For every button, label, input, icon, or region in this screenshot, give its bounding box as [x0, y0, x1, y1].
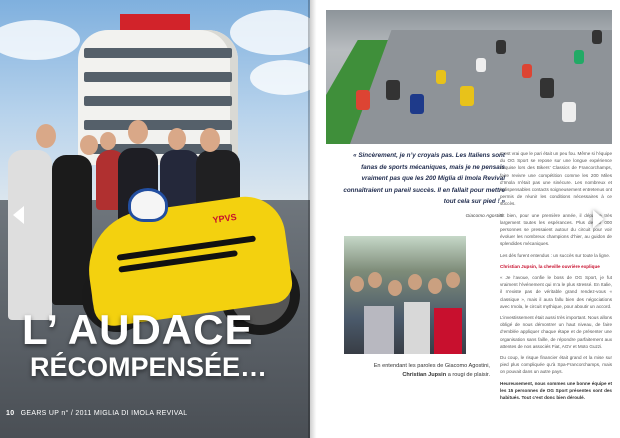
paragraph: Les dés furent entendus : un succès sur toute la ligne.	[500, 252, 611, 258]
rider	[460, 86, 474, 106]
rider	[562, 102, 576, 122]
tower-window-band	[84, 72, 232, 82]
rider	[574, 50, 584, 64]
magazine-name: GEARS UP	[20, 410, 60, 417]
helmet	[128, 188, 168, 222]
issue-number: n° / 2011	[61, 410, 92, 417]
caption-text-end: a rougi de plaisir.	[447, 372, 490, 378]
subheading: Christian Jupsin, la cheville ouvrière explique	[500, 263, 600, 269]
rider	[356, 90, 370, 110]
crowd-person	[368, 272, 382, 288]
person-head	[100, 132, 116, 150]
bike-decal: YPVS	[212, 211, 238, 226]
paragraph: Et bien, pour une première année, il dépasse très largement toutes les espérances. Plus de 50 000 personnes se pressaient autour du circuit pour voir évoluer les nombreux champions d’hier, au guidon de splendides mécaniques.	[500, 212, 612, 247]
right-page	[318, 0, 620, 438]
podium-crowd-photo	[344, 236, 466, 354]
paragraph: L’investissement était aussi très important. Nous allons obligé de nous démontrer un haut niveau, de faire d’emblée appliquer chaque étape et de présenter une organisation sans faille, de répondre parfaitement aux attentes de nos associés Fiat, AGV et Moto Guzzi.	[500, 315, 612, 349]
crowd-person	[388, 280, 402, 296]
caption-name: Christian Jupsin	[402, 372, 447, 378]
person-white-shirt	[404, 302, 430, 354]
person-grey-shirt	[364, 306, 394, 354]
body-column	[500, 150, 612, 405]
rider	[496, 40, 506, 54]
pull-quote: « Sincèrement, je n’y croyais pas. Les Italiens sont fanas de sports mécaniques, mais je ne pensais vraiment pas que les 200 Miglia di Imola Revival connaîtraient un pareil succès. Il en fallait pour mettre tout cela sur pied ! »	[343, 152, 505, 205]
person-head	[80, 135, 98, 155]
closing-paragraph: Heureusement, nous sommes une bonne équipe et les 15 personnes de OG Sport présentes sont des habitués. Tout c’est donc bien déroulé.	[500, 380, 612, 401]
person-head	[168, 128, 186, 150]
section-name: MIGLIA DI IMOLA REVIVAL	[93, 410, 188, 417]
rider	[436, 70, 446, 84]
rider	[386, 80, 400, 100]
race-start-photo	[326, 10, 612, 144]
tower-window-band	[84, 96, 232, 106]
paragraph: C’est vrai que le pari était un peu fou. Même si l’équipe du OG Sport se repose sur une longue expérience acquise lors des Bikers’ Classics de Francorchamps, faire revivre une compétition comme les 200 Miles d’Imola n’était pas une sinécure. Les nombreux et indispensables contacts soigneusement entretenus ont permis de réunir les conditions nécessaires à ce succès.	[500, 151, 612, 207]
rider	[540, 78, 554, 98]
crowd-person	[408, 274, 422, 290]
crowd-person	[446, 272, 460, 288]
rider	[476, 58, 486, 72]
cloud	[0, 20, 80, 60]
crowd-person	[350, 276, 364, 292]
headline-line2: RÉCOMPENSÉE…	[30, 352, 268, 382]
page-number: 10	[6, 410, 15, 417]
paragraph: « Je l’avoue, confie le boss de OG Sport, je fut vraiment l’événement qui m’a le plus stressé. En Italie, il n’existe pas de véritable grand rendez-vous « classique », mais il aura fallu bien des négociations avec Imola, le circuit mythique, pour aboutir un accord.	[500, 275, 612, 309]
person-head	[36, 124, 56, 148]
person-red-shirt	[434, 308, 462, 354]
quote-author: Giacomo Agostini	[465, 214, 503, 219]
chevron-left-icon[interactable]	[13, 206, 24, 224]
person-head	[200, 128, 220, 152]
crowd-person	[428, 278, 442, 294]
rider	[410, 94, 424, 114]
person-head	[128, 120, 148, 144]
photo-caption	[340, 362, 490, 380]
caption-text: En entendant les paroles de Giacomo Agostini,	[373, 363, 490, 369]
chevron-right-icon[interactable]	[593, 210, 604, 228]
person-white-jacket	[8, 150, 52, 320]
rider	[522, 64, 532, 78]
headline-line1: L’ AUDACE	[22, 306, 254, 353]
paragraph: Du coup, le risque financier était grand et la mise sur pied plus compliquée qu’à Spa-Francorchamps, mais on pouvait dans un autre pays.	[500, 355, 612, 375]
rider	[592, 30, 602, 44]
cloud	[230, 10, 310, 55]
left-footer	[6, 410, 187, 417]
cloud	[250, 60, 310, 95]
tower-window-band	[84, 48, 232, 58]
